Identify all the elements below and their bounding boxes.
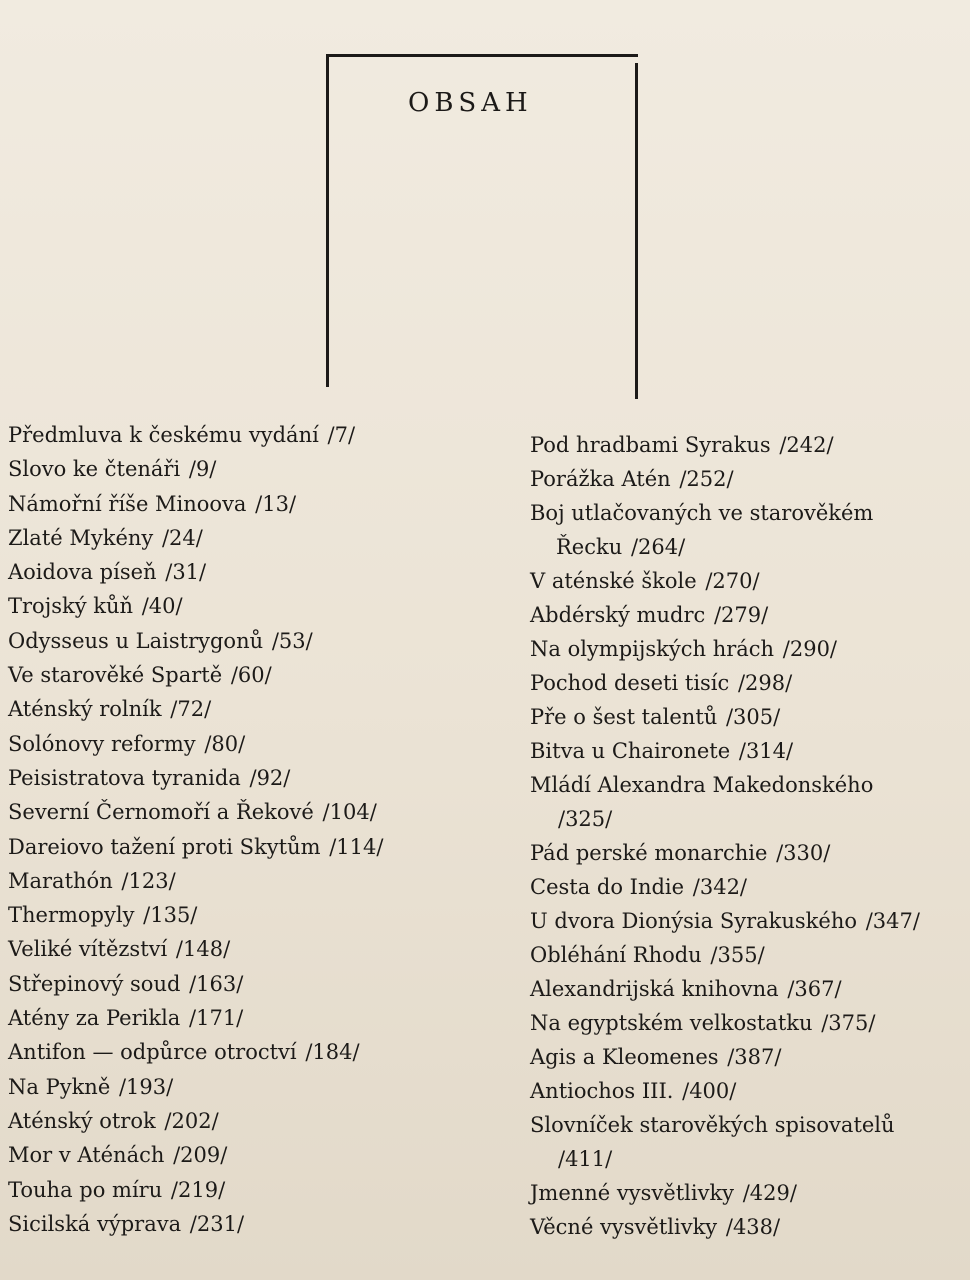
toc-entry-page: /92/ (249, 765, 291, 790)
toc-entry-title: Věcné vysvětlivky (530, 1215, 718, 1239)
toc-entry-title: Trojský kůň (8, 594, 134, 619)
toc-entry-page: /252/ (679, 467, 734, 491)
toc-entry-page: /7/ (327, 423, 356, 447)
toc-entry-title: Touha po míru (8, 1177, 163, 1202)
toc-entry-page: /355/ (710, 943, 765, 967)
toc-entry (8, 589, 478, 623)
toc-entry-page: /342/ (692, 875, 747, 899)
toc-entry (530, 1176, 960, 1210)
toc-entry-title: Předmluva k českému vydání (8, 423, 319, 447)
toc-entry (8, 521, 478, 555)
toc-entry-page: /40/ (141, 594, 183, 619)
toc-entry (530, 700, 960, 734)
toc-entry (8, 1138, 478, 1172)
toc-entry (8, 1070, 478, 1104)
toc-entry (530, 1108, 960, 1176)
frame-right-rule (635, 63, 638, 399)
toc-entry (8, 1207, 478, 1241)
toc-entry-page: /325/ (558, 807, 613, 831)
toc-entry-page: /429/ (742, 1181, 797, 1205)
toc-entry-page: /184/ (305, 1040, 360, 1065)
toc-left-column (8, 418, 478, 1241)
toc-entry (530, 1210, 960, 1244)
toc-entry-page: /193/ (118, 1074, 174, 1099)
toc-entry-title: Cesta do Indie (530, 875, 685, 899)
toc-entry (8, 692, 478, 726)
toc-entry-page: /60/ (230, 663, 272, 688)
toc-entry (8, 624, 478, 658)
frame-left-rule (326, 57, 329, 387)
toc-entry (530, 1040, 960, 1074)
toc-entry (8, 830, 478, 864)
toc-entry-page: /135/ (143, 903, 198, 928)
toc-entry-page: /9/ (188, 457, 217, 482)
toc-entry-title: Ve starověké Spartě (8, 663, 223, 688)
toc-entry-page: /72/ (170, 697, 212, 722)
toc-entry-page: /219/ (170, 1177, 226, 1202)
toc-entry-page: /270/ (705, 569, 760, 593)
toc-entry-page: /24/ (161, 525, 203, 550)
toc-entry-page: /330/ (776, 841, 831, 865)
toc-entry-page: /31/ (165, 560, 207, 585)
toc-entry-title: Mor v Aténách (8, 1143, 165, 1168)
toc-entry-title: U dvora Dionýsia Syrakuského (530, 909, 857, 933)
toc-entry (8, 1035, 478, 1069)
toc-entry-page: /367/ (787, 977, 842, 1001)
toc-entry-page: /298/ (737, 671, 793, 695)
toc-entry (530, 428, 960, 462)
toc-entry-title: Dareiovo tažení proti Skytům (8, 834, 321, 859)
toc-entry-title: Agis a Kleomenes (530, 1045, 719, 1069)
toc-entry-title: Marathón (8, 868, 113, 893)
toc-entry-page: /202/ (164, 1108, 219, 1133)
toc-entry-title: Námořní říše Minoova (8, 491, 247, 516)
toc-entry-page: /438/ (725, 1215, 781, 1239)
toc-entry-title: Pře o šest talentů (530, 705, 718, 729)
toc-entry (530, 768, 960, 836)
toc-entry-page: /400/ (682, 1079, 737, 1103)
toc-entry-title: Odysseus u Laistrygonů (8, 628, 264, 653)
toc-entry-title: Boj utlačovaných ve starověkém (530, 501, 874, 525)
toc-entry-title: Na olympijských hrách (530, 637, 775, 661)
toc-entry-title: Veliké vítězství (8, 937, 168, 962)
toc-entry (8, 555, 478, 589)
toc-entry (8, 452, 478, 486)
toc-entry-title: Severní Černomoří a Řekové (8, 800, 314, 825)
toc-entry-title: Atény za Perikla (8, 1006, 181, 1031)
toc-entry-page: /290/ (782, 637, 837, 661)
toc-entry (530, 938, 960, 972)
toc-entry (530, 496, 960, 564)
toc-entry-title: Aoidova píseň (8, 560, 157, 585)
toc-entry-title: Alexandrijská knihovna (530, 977, 779, 1001)
toc-entry (8, 864, 478, 898)
toc-entry-title: Na egyptském velkostatku (530, 1011, 813, 1035)
toc-entry-title: Peisistratova tyranida (8, 765, 241, 790)
toc-entry (8, 418, 478, 452)
toc-right-column (530, 428, 960, 1244)
toc-entry-title: V aténské škole (530, 569, 697, 593)
toc-entry-page: /163/ (189, 971, 244, 996)
toc-entry (8, 658, 478, 692)
page-title: OBSAH (408, 88, 533, 118)
toc-entry-title: Antiochos III. (530, 1079, 674, 1103)
toc-entry (8, 487, 478, 521)
toc-entry-page: /209/ (173, 1143, 228, 1168)
toc-entry (8, 761, 478, 795)
toc-entry-page: /279/ (713, 603, 769, 627)
toc-entry (8, 795, 478, 829)
toc-entry (530, 1006, 960, 1040)
toc-entry-title: Aténský rolník (8, 697, 162, 722)
toc-entry-title: Pád perské monarchie (530, 841, 768, 865)
toc-entry-title: Porážka Atén (530, 467, 671, 491)
toc-entry (8, 932, 478, 966)
toc-entry (8, 1104, 478, 1138)
toc-entry-page: /104/ (322, 800, 377, 825)
toc-entry-title: Abdérský mudrc (530, 603, 706, 627)
toc-entry (8, 898, 478, 932)
toc-entry (530, 462, 960, 496)
toc-entry (8, 1173, 478, 1207)
toc-entry (530, 598, 960, 632)
toc-entry-title: Slovníček starověkých spisovatelů (530, 1113, 895, 1137)
toc-entry-page: /347/ (865, 909, 920, 933)
toc-entry (8, 727, 478, 761)
toc-entry-title: Pochod deseti tisíc (530, 671, 730, 695)
toc-entry-page: /314/ (738, 739, 794, 763)
toc-entry (530, 836, 960, 870)
toc-entry (8, 1001, 478, 1035)
toc-entry-title: Thermopyly (8, 903, 135, 928)
toc-entry (530, 666, 960, 700)
toc-entry-title: Solónovy reformy (8, 731, 196, 756)
toc-entry (530, 904, 960, 938)
toc-entry-page: /387/ (727, 1045, 782, 1069)
toc-entry-page: /242/ (779, 433, 834, 457)
toc-entry-page: /305/ (725, 705, 781, 729)
toc-entry-title: Střepinový soud (8, 971, 181, 996)
toc-entry (530, 1074, 960, 1108)
toc-entry-title: Mládí Alexandra Makedonského (530, 773, 874, 797)
toc-entry-title: Pod hradbami Syrakus (530, 433, 771, 457)
toc-entry-title: Slovo ke čtenáři (8, 457, 181, 482)
toc-entry-title: Zlaté Mykény (8, 525, 154, 550)
toc-entry-title: Aténský otrok (8, 1108, 156, 1133)
toc-entry-title: Sicilská výprava (8, 1211, 182, 1236)
toc-entry (530, 870, 960, 904)
toc-entry-page: /114/ (329, 834, 384, 859)
toc-entry-page: /148/ (175, 937, 231, 962)
toc-entry (530, 734, 960, 768)
toc-entry-title: Antifon — odpůrce otroctví (8, 1040, 297, 1065)
toc-entry-page: /123/ (121, 868, 176, 893)
toc-entry-title: Obléhání Rhodu (530, 943, 702, 967)
toc-entry-title-continued: Řecku (556, 535, 623, 559)
toc-entry (530, 972, 960, 1006)
toc-entry-title: Jmenné vysvětlivky (530, 1181, 735, 1205)
toc-entry (530, 564, 960, 598)
toc-entry-page: /264/ (630, 535, 686, 559)
toc-entry (530, 632, 960, 666)
toc-entry-page: /411/ (558, 1147, 613, 1171)
toc-entry-page: /13/ (255, 491, 297, 516)
toc-entry-title: Na Pykně (8, 1074, 111, 1099)
toc-entry-page: /231/ (189, 1211, 245, 1236)
toc-entry-page: /53/ (271, 628, 313, 653)
toc-entry (8, 967, 478, 1001)
toc-entry-page: /375/ (821, 1011, 876, 1035)
toc-entry-page: /171/ (189, 1006, 244, 1031)
toc-entry-title: Bitva u Chaironete (530, 739, 731, 763)
toc-entry-page: /80/ (204, 731, 246, 756)
